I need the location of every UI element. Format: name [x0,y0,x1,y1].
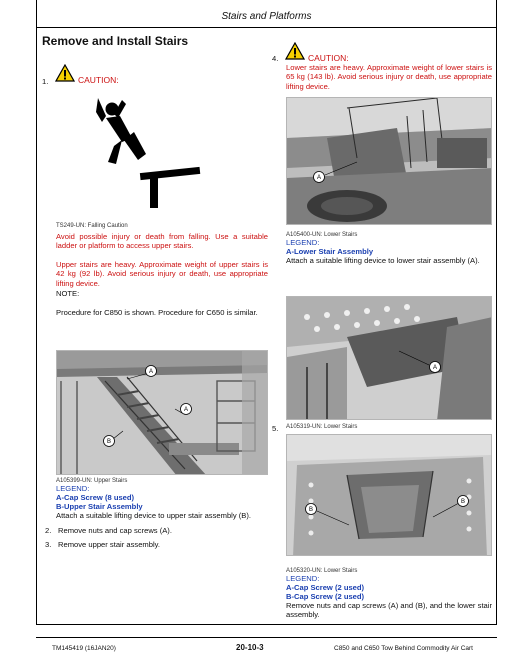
svg-text:B: B [460,499,466,506]
svg-text:A: A [316,175,322,182]
legend-label-right-2: LEGEND: [286,574,320,583]
falling-person-icon [92,96,202,211]
legend-item-b-upper-stair: B-Upper Stair Assembly [56,502,143,511]
footer-page-number: 20-10-3 [236,643,264,652]
lower-stairs-photo-2 [286,296,492,420]
step-1-number: 1. [42,77,49,86]
callout-lower-a-2 [430,362,441,373]
caution-triangle-icon [285,42,305,60]
caution-text-lower-weight: Lower stairs are heavy. Approximate weight of lower stairs is 65 kg (143 lb). Avoid serious injury or death, use appropriate lifting device. [286,63,492,91]
footer-doc-id: TM145419 (16JAN20) [52,645,116,652]
svg-text:A: A [432,365,438,372]
callout-a-2 [181,404,192,415]
footer-rule [36,637,497,638]
lower-stairs-photo-1 [286,97,492,225]
footer-product-name: C850 and C650 Tow Behind Commodity Air Cart [334,645,473,652]
callout-lower-b-1 [306,504,317,515]
figure-code-lower-stairs-3: A105320-UN: Lower Stairs [286,568,358,574]
header-rule [36,27,497,28]
figure-code-upper-stairs: A105399-UN: Upper Stairs [56,478,128,484]
legend-label-right-1: LEGEND: [286,238,320,247]
legend-item-a-cap-screw-2: A-Cap Screw (2 used) [286,583,365,592]
lower-stairs-photo-3 [286,434,492,556]
step-2-number: 2. [45,526,52,535]
note-label: NOTE: [56,289,80,298]
svg-text:A: A [148,369,154,376]
caution-label-2: CAUTION: [308,53,349,63]
step-3-number: 3. [45,540,52,549]
callout-lower-a [314,172,325,183]
caution-triangle-icon [55,64,75,82]
callout-b [104,436,115,447]
running-header: Stairs and Platforms [221,11,312,22]
legend-item-a-cap-screw: A-Cap Screw (8 used) [56,493,135,502]
svg-text:A: A [183,407,189,414]
caution-label-1: CAUTION: [78,75,119,85]
svg-text:B: B [308,507,314,514]
figure-code-lower-stairs-2: A105319-UN: Lower Stairs [286,424,358,430]
svg-text:B: B [106,439,112,446]
attach-upper-instruction: Attach a suitable lifting device to upper stair assembly (B). [56,511,251,520]
figure-code-lower-stairs-1: A105400-UN: Lower Stairs [286,232,358,238]
step-2-text: Remove nuts and cap screws (A). [58,526,172,535]
note-text: Procedure for C850 is shown. Procedure for C650 is similar. [56,308,258,317]
caution-text-falling: Avoid possible injury or death from falling. Use a suitable ladder or platform to access upper stairs. [56,232,268,251]
legend-item-a-lower-stair: A-Lower Stair Assembly [286,247,374,256]
step-3-text: Remove upper stair assembly. [58,540,160,549]
step-4-number: 4. [272,54,279,63]
step-5-number: 5. [272,424,279,433]
section-title: Remove and Install Stairs [42,34,189,48]
attach-lower-instruction: Attach a suitable lifting device to lower stair assembly (A). [286,256,480,265]
callout-a-1 [146,366,157,377]
legend-item-b-cap-screw-2: B-Cap Screw (2 used) [286,592,365,601]
callout-lower-b-2 [458,496,469,507]
figure-code-falling: TS249-UN: Falling Caution [56,223,128,229]
upper-stairs-photo [56,350,268,475]
caution-text-upper-weight: Upper stairs are heavy. Approximate weight of upper stairs is 42 kg (92 lb). Avoid serious injury or death, use appropriate lifting device. [56,260,268,288]
remove-lower-instruction: Remove nuts and cap screws (A) and (B), and the lower stair assembly. [286,601,492,620]
legend-label-left: LEGEND: [56,484,90,493]
